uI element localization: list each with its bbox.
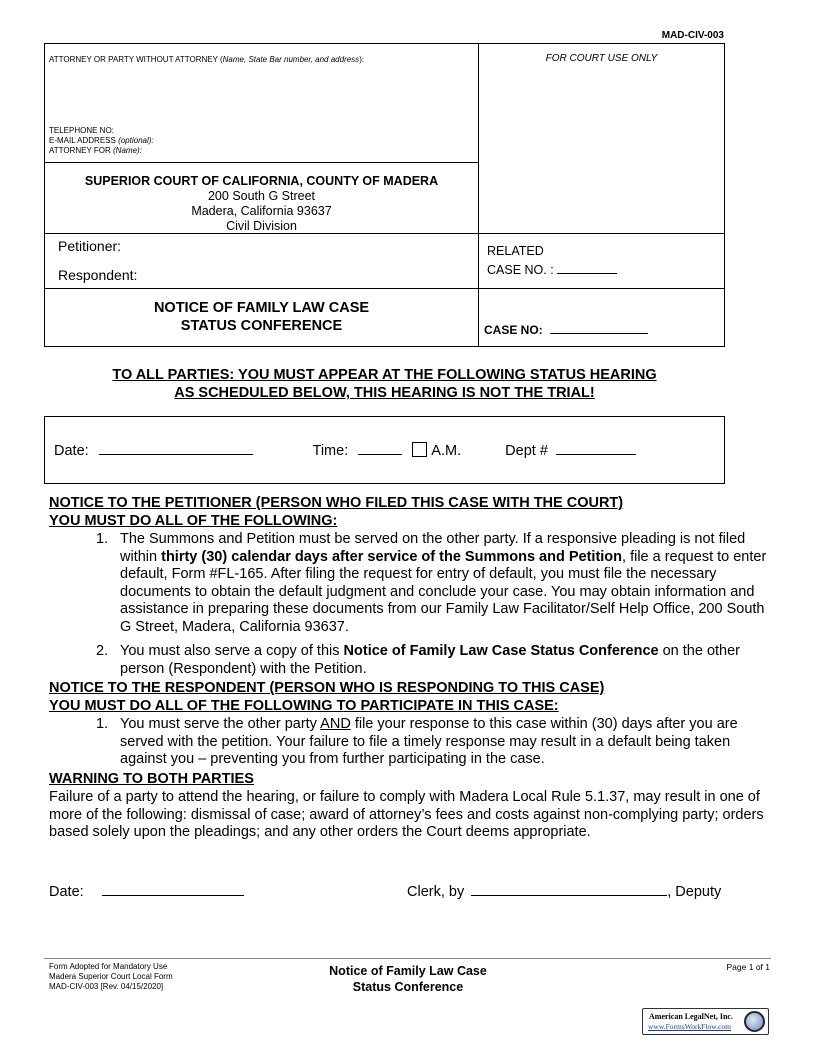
petitioner-heading: NOTICE TO THE PETITIONER (PERSON WHO FILED THIS CASE WITH THE COURT): [49, 495, 624, 511]
signature-date-line[interactable]: [102, 881, 244, 896]
hearing-time-line[interactable]: [358, 440, 402, 455]
deputy-label: , Deputy: [667, 884, 722, 900]
form-id: MAD-CIV-003: [661, 30, 724, 41]
clerk-label: Clerk, by: [407, 884, 465, 900]
court-division: Civil Division: [226, 219, 297, 232]
court-use-label: FOR COURT USE ONLY: [545, 53, 658, 64]
email-label: E-MAIL ADDRESS (optional):: [49, 136, 154, 145]
footer-rule: [44, 958, 771, 959]
respondent-subheading: YOU MUST DO ALL OF THE FOLLOWING TO PARTICIPATE IN THIS CASE:: [49, 698, 559, 714]
signature-date-label: Date:: [49, 884, 84, 900]
footer-form-info: Form Adopted for Mandatory Use Madera Superior Court Local Form MAD-CIV-003 [Rev. 04/15/2020]: [49, 962, 173, 991]
telephone-label: TELEPHONE NO:: [49, 126, 114, 135]
court-name: SUPERIOR COURT OF CALIFORNIA, COUNTY OF MADERA: [84, 174, 439, 188]
form-title: NOTICE OF FAMILY LAW CASE STATUS CONFERENCE: [153, 300, 370, 334]
clerk-row: [407, 881, 721, 902]
caption-rule: [45, 288, 724, 289]
attorney-for-label: ATTORNEY FOR (Name):: [49, 146, 142, 155]
contact-labels: [49, 126, 154, 156]
am-label: A.M.: [431, 443, 462, 459]
related-case-label: RELATED CASE NO. :: [487, 243, 617, 278]
legalnet-logo[interactable]: American LegalNet, Inc. www.FormsWorkFlow.com: [642, 1008, 769, 1035]
caption-divider: [478, 44, 479, 346]
hearing-time-label: Time:: [312, 443, 349, 459]
caption-rule: [45, 233, 724, 234]
dept-line[interactable]: [556, 440, 636, 455]
petitioner-item-1: 1. The Summons and Petition must be served on the other party. If a responsive pleading is not filed within thirty (30) calendar days after service of the Summons and Petition, file a request to enter default, Form #FL-165. After filing the request for entry of default, you must file the necessary documents to obtain the default judgment and conclude your case. You may obtain information and assistance in preparing these documents from our Family Law Facilitator/Self Help Office, 200 South G Street, Madera, California 93637.: [96, 531, 767, 635]
petitioner-subheading: YOU MUST DO ALL OF THE FOLLOWING:: [49, 513, 338, 529]
caption-box: [44, 43, 725, 347]
respondent-label: Respondent:: [58, 267, 138, 283]
dept-label: Dept #: [505, 443, 548, 459]
page-number: Page 1 of 1: [726, 962, 770, 972]
attorney-label: ATTORNEY OR PARTY WITHOUT ATTORNEY (Name, State Bar number, and address):: [49, 55, 365, 64]
case-no-line: [550, 319, 648, 334]
signature-date-row: [49, 881, 244, 902]
hearing-date-label: Date:: [54, 443, 89, 459]
respondent-heading: NOTICE TO THE RESPONDENT (PERSON WHO IS RESPONDING TO THIS CASE): [49, 680, 605, 696]
footer-title: Notice of Family Law Case Status Conference: [329, 964, 487, 994]
hearing-date-line[interactable]: [99, 440, 253, 455]
am-checkbox[interactable]: [412, 442, 427, 457]
petitioner-item-2: 2. You must also serve a copy of this Notice of Family Law Case Status Conference on the other person (Respondent) with the Petition.: [96, 643, 741, 677]
court-street: 200 South G Street: [207, 189, 315, 203]
court-city: Madera, California 93637: [191, 204, 332, 218]
clerk-line[interactable]: [471, 881, 667, 896]
globe-icon: [744, 1011, 765, 1032]
caption-rule: [45, 162, 478, 163]
petitioner-label: Petitioner:: [58, 238, 122, 254]
warning-heading: WARNING TO BOTH PARTIES: [49, 771, 254, 787]
hearing-row: [54, 440, 636, 459]
related-case-line: [557, 259, 617, 274]
case-no-label: CASE NO:: [484, 319, 648, 337]
respondent-item-1: 1. You must serve the other party AND file your response to this case within (30) days after you are served with the petition. Your failure to file a timely response may result in a default being taken against you – preventing you from further participating in the case.: [96, 716, 738, 768]
hearing-box: [44, 416, 725, 484]
warning-text: Failure of a party to attend the hearing, or failure to comply with Madera Local Rule 5.1.37, may result in one of more of the following: dismissal of case; award of attorney’s fees and costs against non-complying party; orders based solely upon the pleadings; and any other orders the Court deems appropriate.: [49, 789, 764, 841]
banner-line-2: AS SCHEDULED BELOW, THIS HEARING IS NOT THE TRIAL!: [174, 385, 595, 401]
banner-line-1: TO ALL PARTIES: YOU MUST APPEAR AT THE FOLLOWING STATUS HEARING: [112, 367, 657, 383]
